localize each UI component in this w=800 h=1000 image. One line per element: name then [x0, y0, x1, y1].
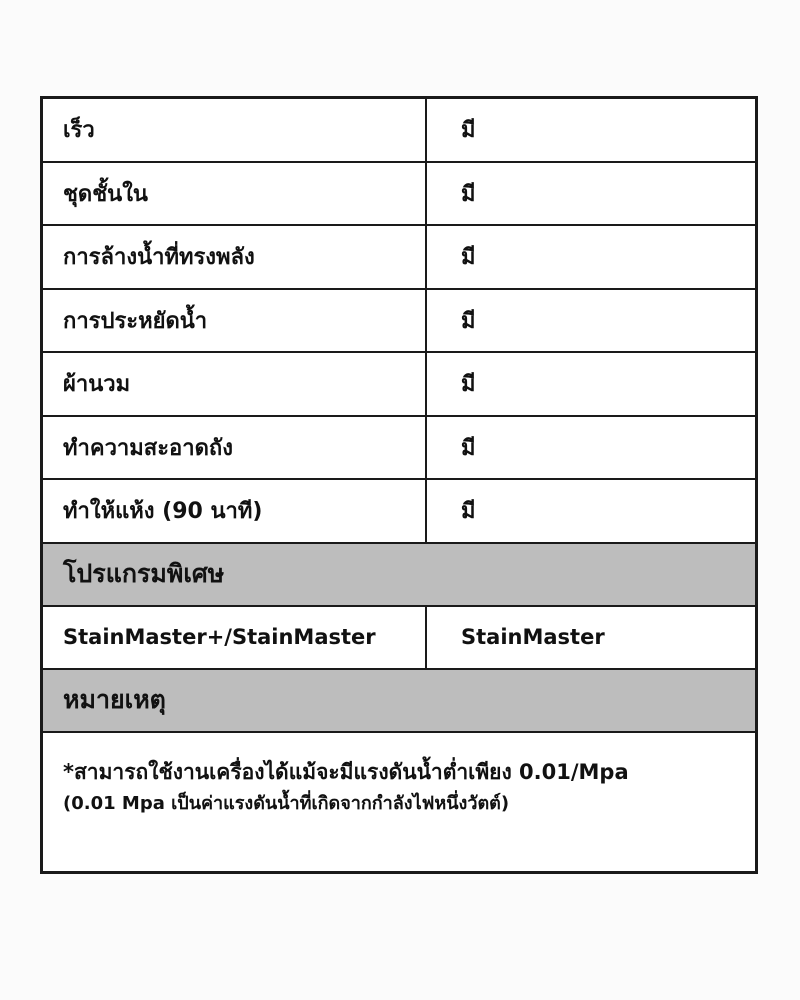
special-program-heading: โปรแกรมพิเศษ — [63, 559, 225, 588]
feature-row-underwear — [43, 163, 755, 227]
feature-label: การประหยัดน้ำ — [43, 290, 427, 352]
feature-value: มี — [461, 499, 476, 525]
feature-value: มี — [461, 245, 476, 271]
feature-value: มี — [461, 118, 476, 144]
feature-label: ผ้านวม — [43, 353, 427, 415]
feature-value: มี — [461, 181, 476, 207]
feature-row-power-rinse — [43, 226, 755, 290]
special-program-header — [43, 544, 755, 607]
feature-row-duvet — [43, 353, 755, 417]
note-line-1: *สามารถใช้งานเครื่องได้แม้จะมีแรงดันน้ำต่ำเพียง 0.01/Mpa — [63, 759, 629, 784]
feature-value: มี — [461, 308, 476, 334]
feature-label: เร็ว — [43, 99, 427, 161]
feature-label: ชุดชั้นใน — [43, 163, 427, 225]
feature-label: ทำให้แห้ง (90 นาที) — [43, 480, 427, 542]
note-heading: หมายเหตุ — [63, 685, 166, 714]
feature-row-dry — [43, 480, 755, 544]
feature-row-quick — [43, 99, 755, 163]
feature-row-tub-clean — [43, 417, 755, 481]
feature-row-water-saving — [43, 290, 755, 354]
note-body — [43, 733, 755, 819]
spec-table — [40, 96, 758, 874]
special-program-value: StainMaster — [461, 625, 605, 649]
feature-label: ทำความสะอาดถัง — [43, 417, 427, 479]
note-header — [43, 670, 755, 733]
special-program-row — [43, 607, 755, 670]
special-program-label: StainMaster+/StainMaster — [43, 607, 427, 668]
feature-value: มี — [461, 435, 476, 461]
note-line-2: (0.01 Mpa เป็นค่าแรงดันน้ำที่เกิดจากกำลังไฟหนึ่งวัตต์) — [63, 792, 510, 814]
feature-value: มี — [461, 372, 476, 398]
feature-label: การล้างน้ำที่ทรงพลัง — [43, 226, 427, 288]
